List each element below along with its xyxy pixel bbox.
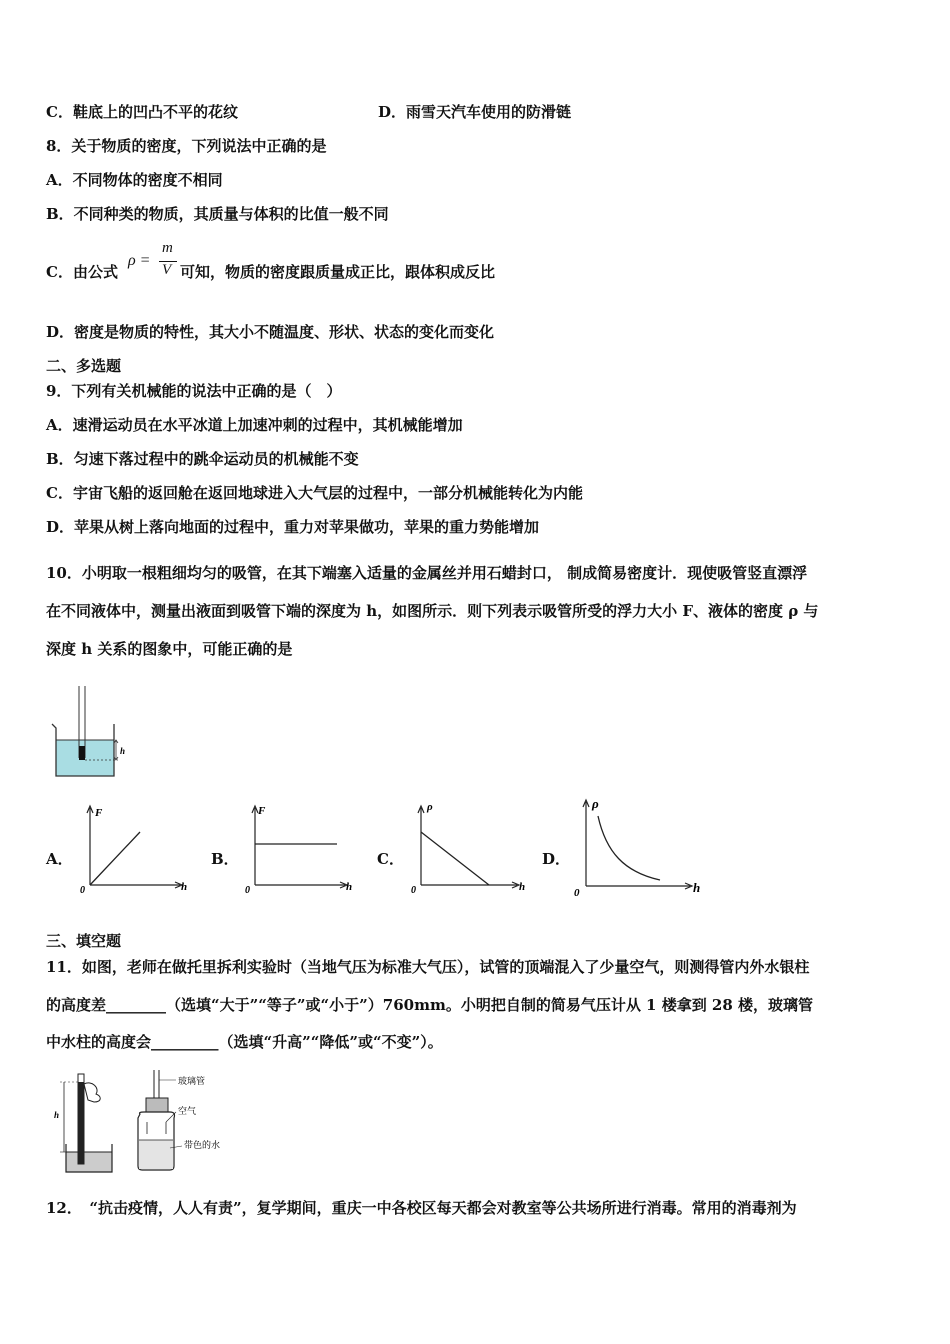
- q8-option-c: [46, 262, 118, 282]
- q10-text-line-2: 在不同液体中，测量出液面到吸管下端的深度为 h，如图所示．则下列表示吸管所受的浮力大小 F、液体的密度 ρ 与: [46, 602, 819, 620]
- graph-d-label: D．: [542, 850, 571, 868]
- formula-numerator: m: [162, 240, 173, 256]
- graph-c: [409, 798, 529, 895]
- label-glass-tube: 玻璃管: [178, 1077, 206, 1087]
- q9-option-b: B．匀速下落过程中的跳伞运动员的机械能不变: [46, 450, 359, 468]
- graph-c-y-label: ρ: [427, 801, 433, 813]
- q8-option-b: B．不同种类的物质，其质量与体积的比值一般不同: [46, 205, 389, 223]
- graph-a: [78, 800, 193, 895]
- graph-a-curve: [90, 832, 140, 885]
- q10-text-line-3: 深度 h 关系的图象中，可能正确的是: [46, 640, 293, 658]
- graph-b: [243, 800, 358, 895]
- density-formula: [128, 242, 180, 286]
- graph-d-y-label: ρ: [592, 796, 599, 811]
- graph-d-x-label: h: [693, 880, 701, 895]
- barometer-figure: [130, 1066, 240, 1176]
- graph-d-origin: 0: [574, 887, 580, 898]
- formula-rho: ρ =: [128, 252, 151, 269]
- graph-b-origin: 0: [245, 885, 250, 895]
- graph-b-label: B．: [211, 850, 239, 868]
- mercury-column: [78, 1082, 84, 1164]
- q11-text-line-3: 中水柱的高度会_________（选填“升高”“降低”或“不变”）。: [46, 1033, 443, 1051]
- q9-option-a: A．速滑运动员在水平冰道上加速冲刺的过程中，其机械能增加: [46, 416, 463, 434]
- graph-d-curve: [598, 816, 660, 880]
- graph-c-label: C．: [377, 850, 404, 868]
- straw-weight: [79, 746, 85, 760]
- beaker-figure: [50, 686, 140, 780]
- graph-c-origin: 0: [411, 885, 416, 895]
- graph-a-y-label: F: [95, 807, 103, 819]
- q10-text-line-1: 10．小明取一根粗细均匀的吸管，在其下端塞入适量的金属丝并用石蜡封口， 制成简易密度计．现使吸管竖直漂浮: [46, 564, 808, 582]
- graph-a-label: A．: [46, 850, 73, 868]
- graph-b-x-label: h: [346, 881, 353, 893]
- depth-label: h: [120, 746, 126, 756]
- q7-option-d: D．雨雪天汽车使用的防滑链: [378, 103, 572, 121]
- label-colored-water: 带色的水: [184, 1141, 221, 1151]
- q7-option-c: C．鞋底上的凹凸不平的花纹: [46, 103, 238, 121]
- q9-option-d: D．苹果从树上落向地面的过程中，重力对苹果做功，苹果的重力势能增加: [46, 518, 540, 536]
- torricelli-figure: [48, 1066, 120, 1178]
- bottle-stopper: [146, 1098, 168, 1112]
- q12-text-line-1: 12． “抗击疫情，人人有责”，复学期间，重庆一中各校区每天都会对教室等公共场所进行消毒。常用的消毒剂为: [46, 1199, 797, 1217]
- section-heading-multi-choice: 二、多选题: [46, 357, 122, 375]
- section-heading-fill-in: 三、填空题: [46, 932, 122, 950]
- q8-option-c-suffix: 可知，物质的密度跟质量成正比，跟体积成反比: [180, 263, 496, 281]
- height-label: h: [54, 1110, 60, 1120]
- q8-stem: 8．关于物质的密度，下列说法中正确的是: [46, 137, 327, 155]
- q11-text-line-2: 的高度差________（选填“大于”“等子”或“小于”）760mm。小明把自制的简易气压计从 1 楼拿到 28 楼，玻璃管: [46, 996, 814, 1014]
- q9-option-c: C．宇宙飞船的返回舱在返回地球进入大气层的过程中，一部分机械能转化为内能: [46, 484, 583, 502]
- q8-option-c-prefix: C．由公式: [46, 263, 118, 281]
- q8-option-a: A．不同物体的密度不相同: [46, 171, 223, 189]
- graph-a-x-label: h: [181, 881, 188, 893]
- q11-text-line-1: 11．如图，老师在做托里拆利实验时（当地气压为标准大气压），试管的顶端混入了少量空气，则测得管内外水银柱: [46, 958, 810, 976]
- formula-denominator: V: [162, 262, 172, 278]
- q9-stem: 9．下列有关机械能的说法中正确的是（ ）: [46, 382, 342, 400]
- graph-d: [572, 792, 707, 898]
- graph-c-x-label: h: [519, 881, 526, 893]
- label-air: 空气: [178, 1107, 197, 1117]
- graph-a-origin: 0: [80, 885, 85, 895]
- bottle-water: [139, 1140, 173, 1169]
- graph-c-curve: [421, 832, 489, 885]
- mercury-dish-liquid: [66, 1152, 112, 1172]
- q8-option-d: D．密度是物质的特性，其大小不随温度、形状、状态的变化而变化: [46, 323, 495, 341]
- graph-b-y-label: F: [258, 805, 266, 817]
- hand-icon: [84, 1083, 100, 1102]
